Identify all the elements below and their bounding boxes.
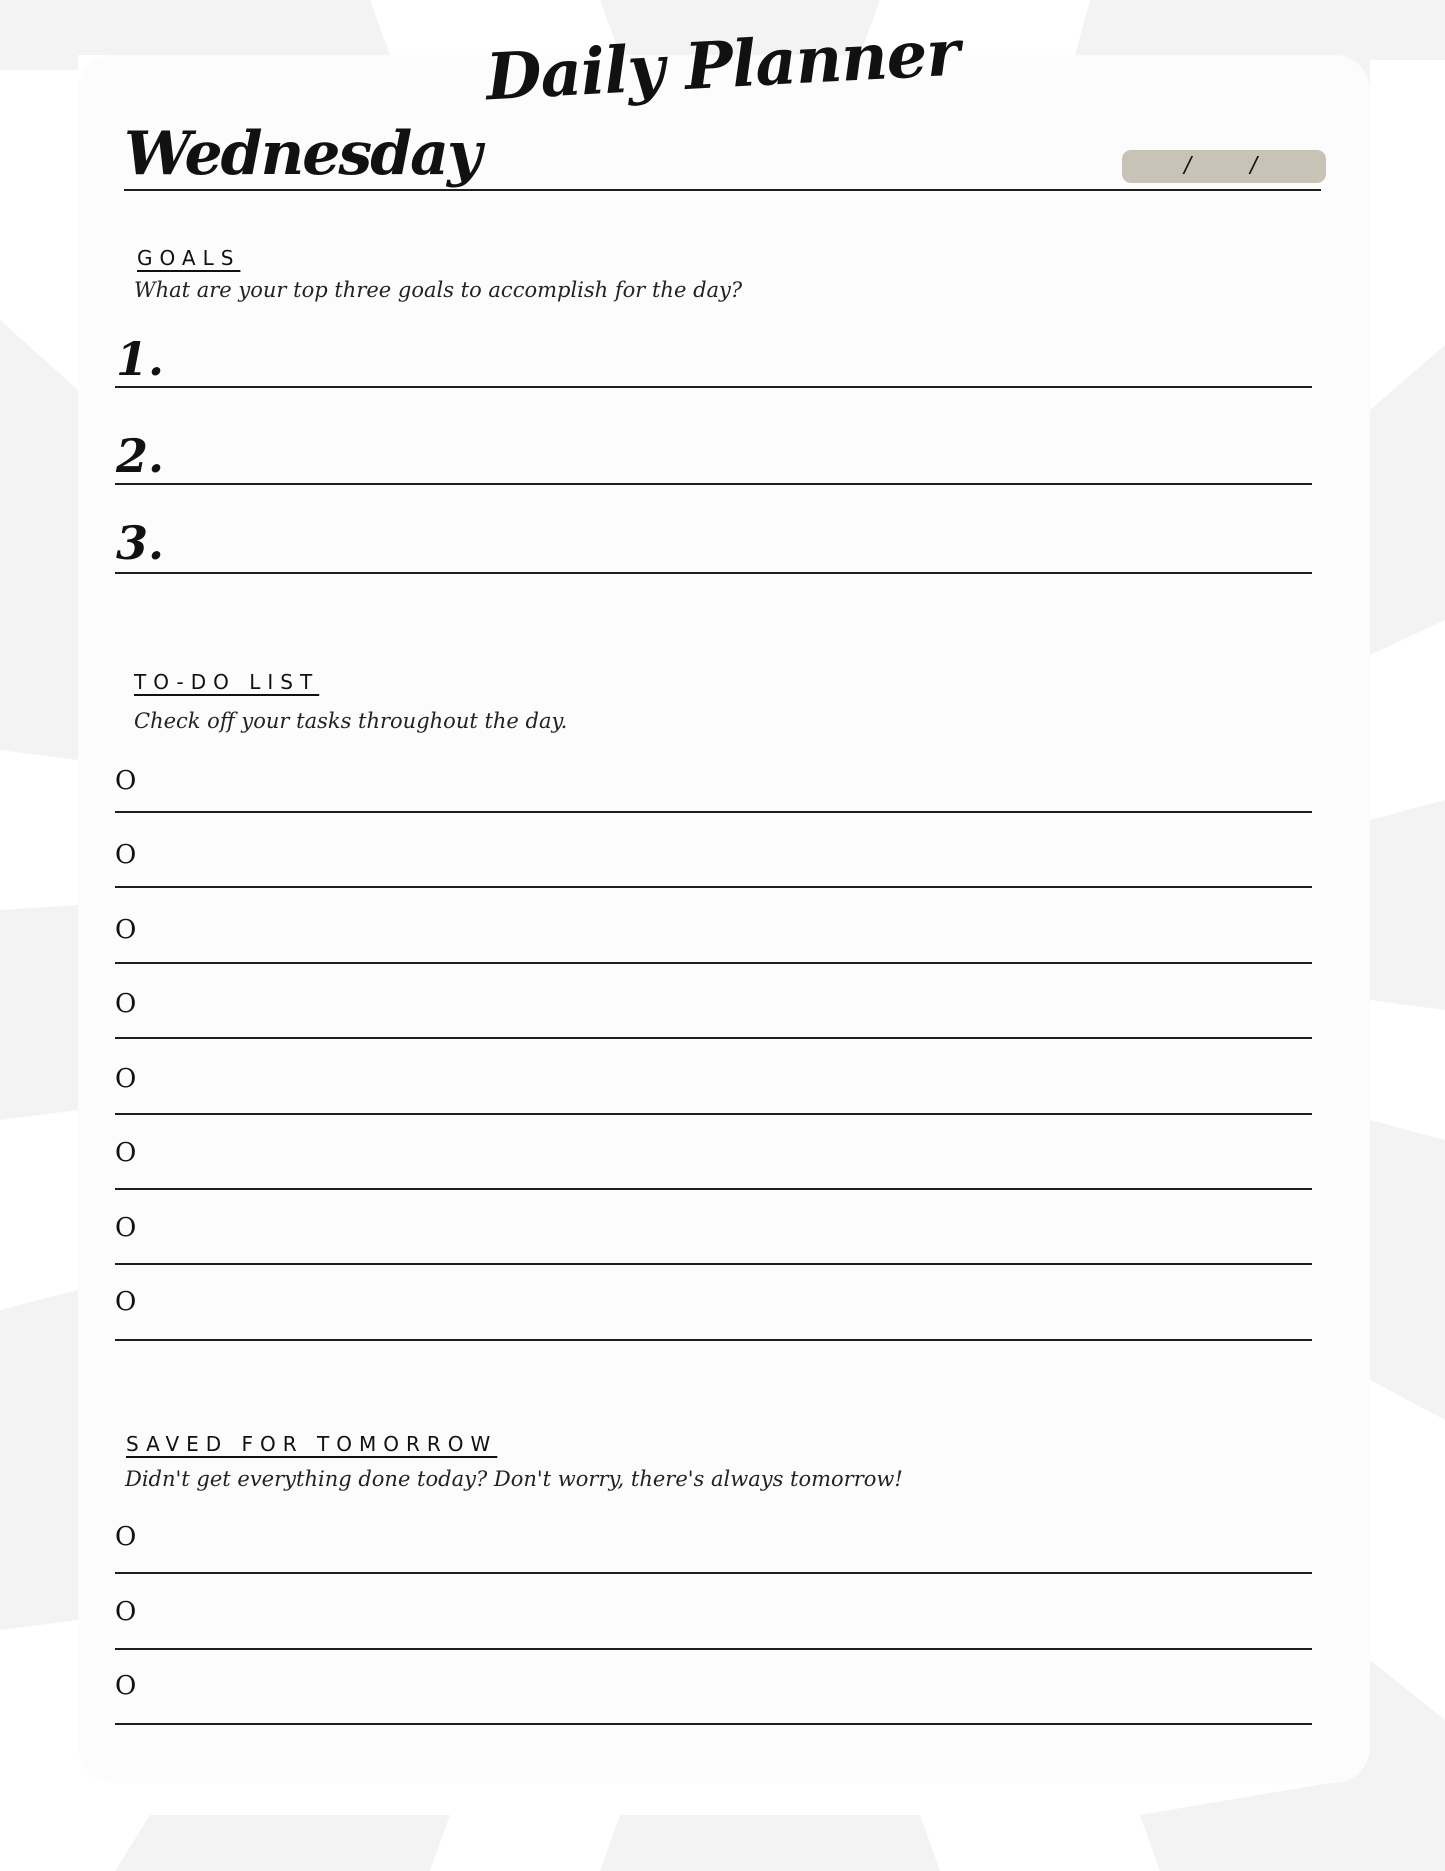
header-rule (124, 189, 1321, 191)
tomorrow-line[interactable] (115, 1648, 1312, 1650)
day-label: Wednesday (124, 119, 480, 189)
todo-line[interactable] (115, 811, 1312, 813)
date-separator: / (1247, 153, 1260, 178)
todo-line[interactable] (115, 1113, 1312, 1115)
goal-line-1[interactable] (115, 386, 1312, 388)
todo-line[interactable] (115, 962, 1312, 964)
goal-number-1: 1. (116, 332, 165, 386)
todo-checkbox[interactable]: O (115, 915, 137, 945)
todo-checkbox[interactable]: O (115, 1138, 137, 1168)
todo-line[interactable] (115, 886, 1312, 888)
page-title: Daily Planner (484, 15, 961, 116)
tomorrow-prompt: Didn't get everything done today? Don't worry, there's always tomorrow! (125, 1467, 903, 1491)
goals-prompt: What are your top three goals to accomplish for the day? (134, 278, 743, 302)
tomorrow-checkbox[interactable]: O (115, 1671, 137, 1701)
todo-checkbox[interactable]: O (115, 766, 137, 796)
todo-line[interactable] (115, 1037, 1312, 1039)
goal-number-2: 2. (116, 429, 165, 483)
todo-checkbox[interactable]: O (115, 1287, 137, 1317)
tomorrow-line[interactable] (115, 1572, 1312, 1574)
tomorrow-line[interactable] (115, 1723, 1312, 1725)
todo-prompt: Check off your tasks throughout the day. (134, 709, 568, 733)
todo-checkbox[interactable]: O (115, 989, 137, 1019)
todo-checkbox[interactable]: O (115, 840, 137, 870)
todo-checkbox[interactable]: O (115, 1213, 137, 1243)
goal-line-2[interactable] (115, 483, 1312, 485)
tomorrow-checkbox[interactable]: O (115, 1522, 137, 1552)
planner-card (78, 55, 1370, 1783)
tomorrow-checkbox[interactable]: O (115, 1597, 137, 1627)
goal-number-3: 3. (116, 516, 165, 570)
goals-heading: GOALS (137, 246, 241, 270)
todo-line[interactable] (115, 1263, 1312, 1265)
goal-line-3[interactable] (115, 572, 1312, 574)
date-separator: / (1181, 153, 1194, 178)
todo-checkbox[interactable]: O (115, 1064, 137, 1094)
date-field[interactable] (1122, 150, 1326, 183)
tomorrow-heading: SAVED FOR TOMORROW (126, 1432, 498, 1456)
todo-line[interactable] (115, 1339, 1312, 1341)
todo-line[interactable] (115, 1188, 1312, 1190)
todo-heading: TO-DO LIST (134, 670, 320, 694)
